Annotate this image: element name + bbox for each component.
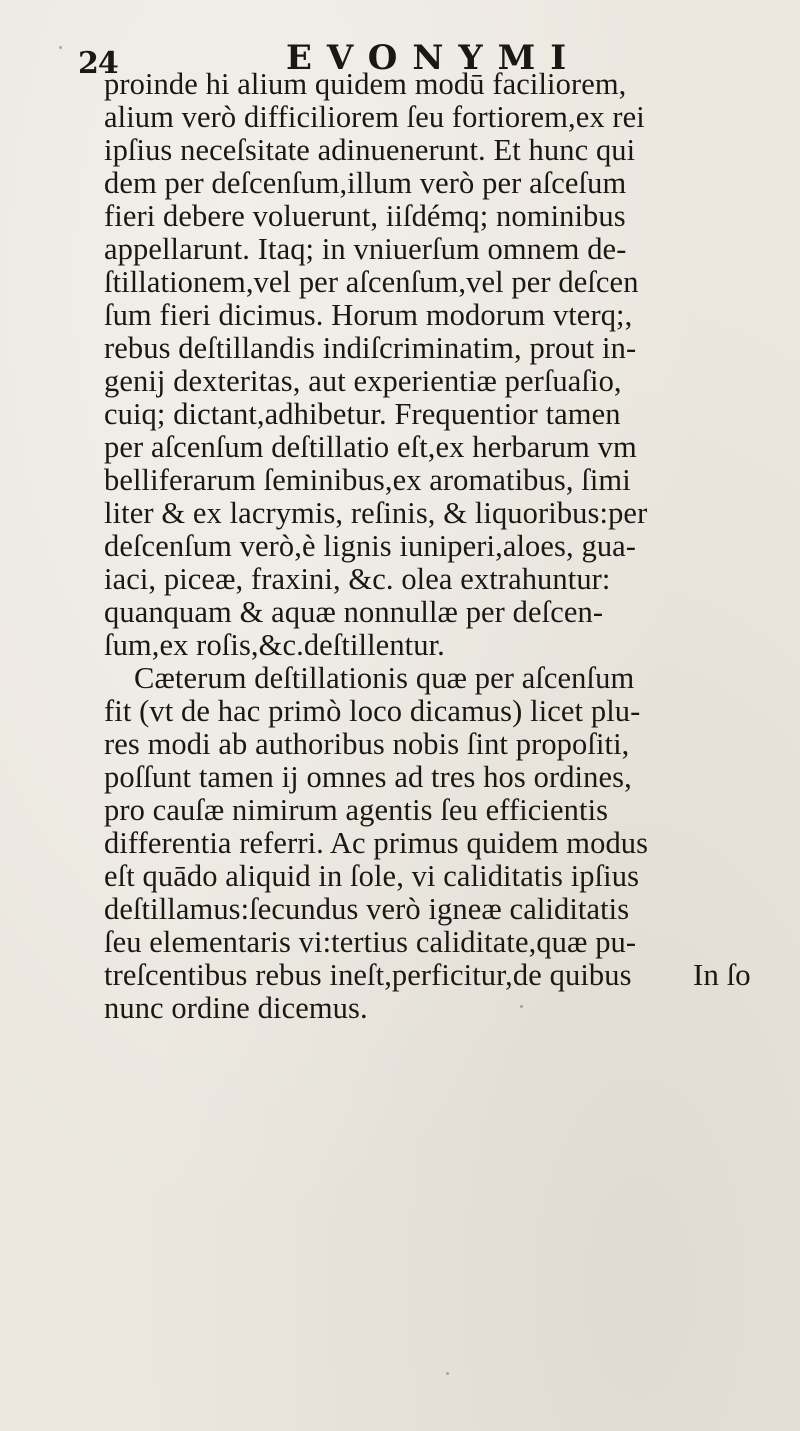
text-line: ſum,ex roſis,&c.deſtillentur. (104, 628, 445, 662)
text-line: liter & ex lacrymis, reſinis, & liquoribus:per (104, 496, 648, 530)
text-line: poſſunt tamen ij omnes ad tres hos ordines, (104, 760, 632, 794)
catchword: In ſo (693, 957, 751, 992)
text-line: nunc ordine dicemus. (104, 991, 368, 1025)
paper-speck (520, 1005, 523, 1008)
text-line: ſeu elementaris vi:tertius caliditate,quæ pu- (104, 925, 637, 959)
text-line: ſum fieri dicimus. Horum modorum vterq;, (104, 298, 633, 332)
text-line: res modi ab authoribus nobis ſint propoſiti, (104, 727, 630, 761)
text-line: quanquam & aquæ nonnullæ per deſcen- (104, 595, 604, 629)
page-number: 24 (78, 46, 118, 81)
text-line: fit (vt de hac primò loco dicamus) licet plu- (104, 694, 641, 728)
text-line: ipſius neceſsitate adinuenerunt. Et hunc qui (104, 133, 636, 167)
text-line: cuiq; dictant,adhibetur. Frequentior tamen (104, 397, 621, 431)
text-line: treſcentibus rebus ineſt,perficitur,de quibus (104, 958, 632, 992)
text-line: eſt quādo aliquid in ſole, vi caliditatis ipſius (104, 859, 640, 893)
paragraph-start-line: Cæterum deſtillationis quæ per aſcenſum (134, 661, 635, 695)
text-line: proinde hi alium quidem modū faciliorem, (104, 67, 627, 101)
text-line: deſcenſum verò,è lignis iuniperi,aloes, gua- (104, 529, 637, 563)
text-line: belliferarum ſeminibus,ex aromatibus, ſimi (104, 463, 631, 497)
text-line: dem per deſcenſum,illum verò per aſceſum (104, 166, 627, 200)
text-line: ſtillationem,vel per aſcenſum,vel per deſcen (104, 265, 639, 299)
text-line: differentia referri. Ac primus quidem modus (104, 826, 649, 860)
paper-speck (446, 1372, 449, 1375)
body-text (104, 68, 784, 1025)
text-line: per aſcenſum deſtillatio eſt,ex herbarum vm (104, 430, 637, 464)
text-line: fieri debere voluerunt, iiſdémq; nominibus (104, 199, 626, 233)
text-line: iaci, piceæ, fraxini, &c. olea extrahuntur: (104, 562, 611, 596)
running-head: EVONYMI (286, 38, 582, 78)
text-line: genij dexteritas, aut experientiæ perſuaſio, (104, 364, 622, 398)
text-line: alium verò difficiliorem ſeu fortiorem,ex rei (104, 100, 645, 134)
paper-speck (59, 46, 62, 49)
text-line: pro cauſæ nimirum agentis ſeu efficientis (104, 793, 609, 827)
text-line: rebus deſtillandis indiſcriminatim, prout in- (104, 331, 637, 365)
text-line: deſtillamus:ſecundus verò igneæ caliditatis (104, 892, 630, 926)
text-line: appellarunt. Itaq; in vniuerſum omnem de- (104, 232, 627, 266)
